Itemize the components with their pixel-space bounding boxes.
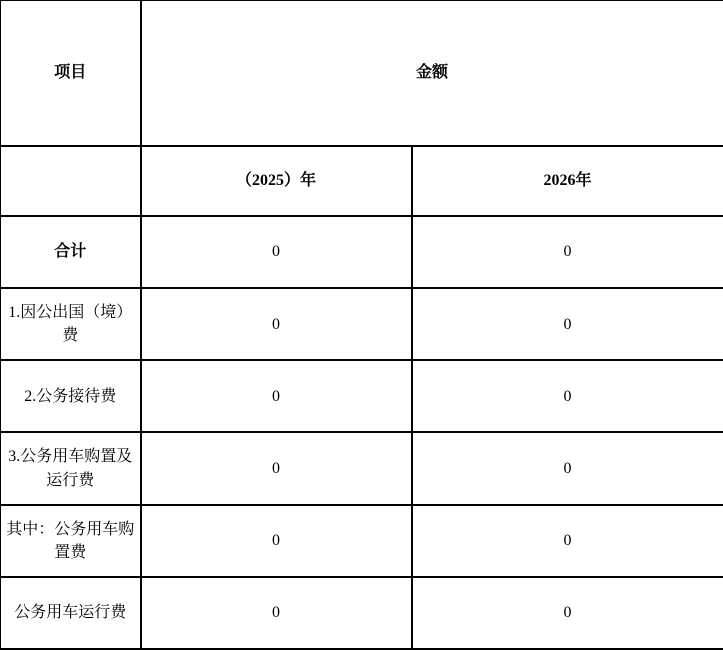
item-header-cell: 项目 [1, 1, 141, 146]
year-2025-header-cell: （2025）年 [141, 146, 412, 216]
empty-header-cell [1, 146, 141, 216]
table-row-vehicle-purchase-operation [1, 432, 723, 504]
cell-value: 0 [412, 505, 723, 577]
row-label: 合计 [1, 216, 141, 288]
table-row-abroad-fee [1, 288, 723, 360]
table-row-vehicle-operation [1, 577, 723, 649]
table-row-vehicle-purchase [1, 505, 723, 577]
cell-value: 0 [141, 216, 412, 288]
row-label: 其中：公务用车购置费 [1, 505, 141, 577]
cell-value: 0 [412, 288, 723, 360]
cell-value: 0 [141, 505, 412, 577]
table-row-total [1, 216, 723, 288]
row-label: 2.公务接待费 [1, 360, 141, 432]
row-label: 1.因公出国（境）费 [1, 288, 141, 360]
table-row-reception-fee [1, 360, 723, 432]
cell-value: 0 [141, 288, 412, 360]
cell-value: 0 [141, 360, 412, 432]
cell-value: 0 [412, 360, 723, 432]
cell-value: 0 [141, 577, 412, 649]
year-2026-header-cell: 2026年 [412, 146, 723, 216]
row-label: 公务用车运行费 [1, 577, 141, 649]
cell-value: 0 [412, 432, 723, 504]
header-row-main [1, 1, 723, 146]
header-row-years [1, 146, 723, 216]
cell-value: 0 [141, 432, 412, 504]
cell-value: 0 [412, 577, 723, 649]
row-label: 3.公务用车购置及运行费 [1, 432, 141, 504]
amount-header-cell: 金额 [141, 1, 723, 146]
cell-value: 0 [412, 216, 723, 288]
